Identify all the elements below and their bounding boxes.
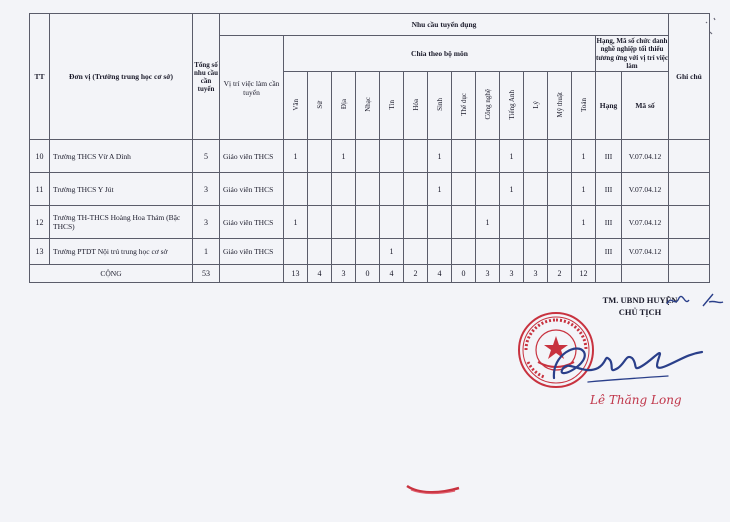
subject-label: Công nghệ xyxy=(483,89,492,120)
row-rank: III xyxy=(596,140,622,173)
row-subject-count xyxy=(356,140,380,173)
row-position: Giáo viên THCS xyxy=(220,173,284,206)
row-code: V.07.04.12 xyxy=(622,239,669,265)
header-total: Tổng số nhu cầu cần tuyển xyxy=(193,14,220,140)
subject-header xyxy=(356,72,380,140)
totals-subject-count: 3 xyxy=(500,265,524,283)
subject-label: Sử xyxy=(315,100,324,109)
row-code: V.07.04.12 xyxy=(622,140,669,173)
corner-mark-icon xyxy=(700,14,724,46)
subject-header xyxy=(548,72,572,140)
row-subject-count xyxy=(476,140,500,173)
row-subject-count xyxy=(428,239,452,265)
row-subject-count: 1 xyxy=(332,140,356,173)
row-rank: III xyxy=(596,206,622,239)
header-rank-group: Hạng, Mã số chức danh nghề nghiệp tối thiểu tương ứng với vị trí việc làm xyxy=(596,36,668,70)
row-subject-count: 1 xyxy=(572,206,596,239)
subject-label: Sinh xyxy=(435,98,444,111)
row-subject-count: 1 xyxy=(572,173,596,206)
subject-label: Thể dục xyxy=(459,93,468,116)
row-total: 3 xyxy=(193,173,220,206)
signatory-name: Lê Thăng Long xyxy=(590,393,682,407)
subject-label: Văn xyxy=(291,98,300,111)
subject-label: Tiếng Anh xyxy=(507,89,516,120)
row-subject-count xyxy=(332,239,356,265)
totals-subject-count: 0 xyxy=(452,265,476,283)
row-unit: Trường PTDT Nội trú trung học cơ sở xyxy=(50,239,193,265)
row-rank: III xyxy=(596,173,622,206)
row-total: 3 xyxy=(193,206,220,239)
row-subject-count xyxy=(404,140,428,173)
signatory-role: CHỦ TỊCH xyxy=(618,307,662,317)
row-code: V.07.04.12 xyxy=(622,206,669,239)
row-subject-count xyxy=(524,140,548,173)
totals-subject-count: 12 xyxy=(572,265,596,283)
row-subject-count xyxy=(380,206,404,239)
row-subject-count xyxy=(524,239,548,265)
row-subject-count xyxy=(308,206,332,239)
row-subject-count xyxy=(308,173,332,206)
recruitment-table xyxy=(29,13,710,283)
row-subject-count xyxy=(548,173,572,206)
row-rank: III xyxy=(596,239,622,265)
subject-label: Tin xyxy=(387,99,396,110)
row-subject-count: 1 xyxy=(428,173,452,206)
totals-position-blank xyxy=(220,265,284,283)
row-subject-count xyxy=(452,140,476,173)
row-subject-count xyxy=(548,239,572,265)
totals-row xyxy=(30,265,710,283)
totals-total: 53 xyxy=(193,265,220,283)
row-subject-count: 1 xyxy=(284,140,308,173)
row-subject-count xyxy=(380,173,404,206)
row-subject-count xyxy=(452,239,476,265)
row-subject-count: 1 xyxy=(500,140,524,173)
row-subject-count xyxy=(452,206,476,239)
row-subject-count xyxy=(500,206,524,239)
row-note xyxy=(669,140,710,173)
header-tt: TT xyxy=(30,14,50,140)
row-subject-count xyxy=(476,239,500,265)
row-subject-count xyxy=(452,173,476,206)
row-number: 12 xyxy=(30,206,50,239)
row-number: 10 xyxy=(30,140,50,173)
row-unit: Trường TH-THCS Hoàng Hoa Thám (Bậc THCS) xyxy=(50,206,193,239)
row-note xyxy=(669,239,710,265)
table-row xyxy=(30,140,710,173)
totals-note-blank xyxy=(669,265,710,283)
subject-label: Địa xyxy=(339,99,348,110)
totals-subject-count: 4 xyxy=(380,265,404,283)
row-subject-count: 1 xyxy=(572,140,596,173)
header-note: Ghi chú xyxy=(669,14,710,140)
row-subject-count xyxy=(380,140,404,173)
row-total: 1 xyxy=(193,239,220,265)
row-note xyxy=(669,173,710,206)
row-total: 5 xyxy=(193,140,220,173)
table-row xyxy=(30,173,710,206)
row-subject-count: 1 xyxy=(284,206,308,239)
row-position: Giáo viên THCS xyxy=(220,140,284,173)
handwritten-signature-icon xyxy=(548,340,708,400)
header-code: Mã số xyxy=(622,72,669,140)
totals-subject-count: 4 xyxy=(308,265,332,283)
subject-header xyxy=(380,72,404,140)
row-position: Giáo viên THCS xyxy=(220,239,284,265)
subject-header xyxy=(308,72,332,140)
row-subject-count xyxy=(356,206,380,239)
row-subject-count xyxy=(548,206,572,239)
header-position: Vị trí việc làm cần tuyển xyxy=(220,36,284,140)
subject-label: Hóa xyxy=(411,98,420,111)
row-subject-count xyxy=(404,206,428,239)
totals-subject-count: 2 xyxy=(548,265,572,283)
row-subject-count xyxy=(356,173,380,206)
header-demand: Nhu cầu tuyển dụng xyxy=(220,14,669,36)
row-subject-count xyxy=(524,173,548,206)
totals-subject-count: 13 xyxy=(284,265,308,283)
row-subject-count: 1 xyxy=(476,206,500,239)
row-subject-count xyxy=(308,239,332,265)
subject-label: Toán xyxy=(579,97,588,112)
row-subject-count xyxy=(404,173,428,206)
red-ink-mark-icon xyxy=(405,482,461,496)
row-note xyxy=(669,206,710,239)
row-subject-count xyxy=(572,239,596,265)
header-unit: Đơn vị (Trường trung học cơ sở) xyxy=(50,14,193,140)
totals-subject-count: 2 xyxy=(404,265,428,283)
row-subject-count: 1 xyxy=(380,239,404,265)
subject-header xyxy=(524,72,548,140)
table-row xyxy=(30,206,710,239)
row-subject-count: 1 xyxy=(428,140,452,173)
row-unit: Trường THCS Y Jút xyxy=(50,173,193,206)
totals-subject-count: 3 xyxy=(332,265,356,283)
row-subject-count xyxy=(332,173,356,206)
row-code: V.07.04.12 xyxy=(622,173,669,206)
row-number: 13 xyxy=(30,239,50,265)
handwritten-initial-icon xyxy=(665,290,725,312)
row-subject-count xyxy=(500,239,524,265)
row-position: Giáo viên THCS xyxy=(220,206,284,239)
totals-subject-count: 0 xyxy=(356,265,380,283)
row-subject-count xyxy=(548,140,572,173)
totals-subject-count: 4 xyxy=(428,265,452,283)
row-unit: Trường THCS Vừ A Dính xyxy=(50,140,193,173)
table-row xyxy=(30,239,710,265)
subject-header xyxy=(500,72,524,140)
row-subject-count xyxy=(524,206,548,239)
row-subject-count xyxy=(428,206,452,239)
totals-rank-blank xyxy=(596,265,622,283)
row-subject-count xyxy=(404,239,428,265)
row-subject-count xyxy=(332,206,356,239)
totals-subject-count: 3 xyxy=(476,265,500,283)
subject-header xyxy=(404,72,428,140)
subject-header xyxy=(428,72,452,140)
signatory-organization: TM. UBND HUYỆN xyxy=(602,295,678,305)
subject-header xyxy=(332,72,356,140)
totals-code-blank xyxy=(622,265,669,283)
row-subject-count xyxy=(284,239,308,265)
row-subject-count xyxy=(284,173,308,206)
subject-label: Lý xyxy=(531,100,540,109)
row-subject-count xyxy=(308,140,332,173)
subject-header xyxy=(452,72,476,140)
row-subject-count: 1 xyxy=(500,173,524,206)
subject-header xyxy=(476,72,500,140)
totals-label: CỘNG xyxy=(30,265,193,283)
subject-header xyxy=(572,72,596,140)
row-subject-count xyxy=(356,239,380,265)
row-subject-count xyxy=(476,173,500,206)
subject-label: Nhạc xyxy=(363,97,372,112)
header-by-subject: Chia theo bộ môn xyxy=(284,36,596,72)
row-number: 11 xyxy=(30,173,50,206)
header-rank: Hạng xyxy=(596,72,622,140)
subject-header xyxy=(284,72,308,140)
subject-label: Mỹ thuật xyxy=(555,91,564,118)
totals-subject-count: 3 xyxy=(524,265,548,283)
